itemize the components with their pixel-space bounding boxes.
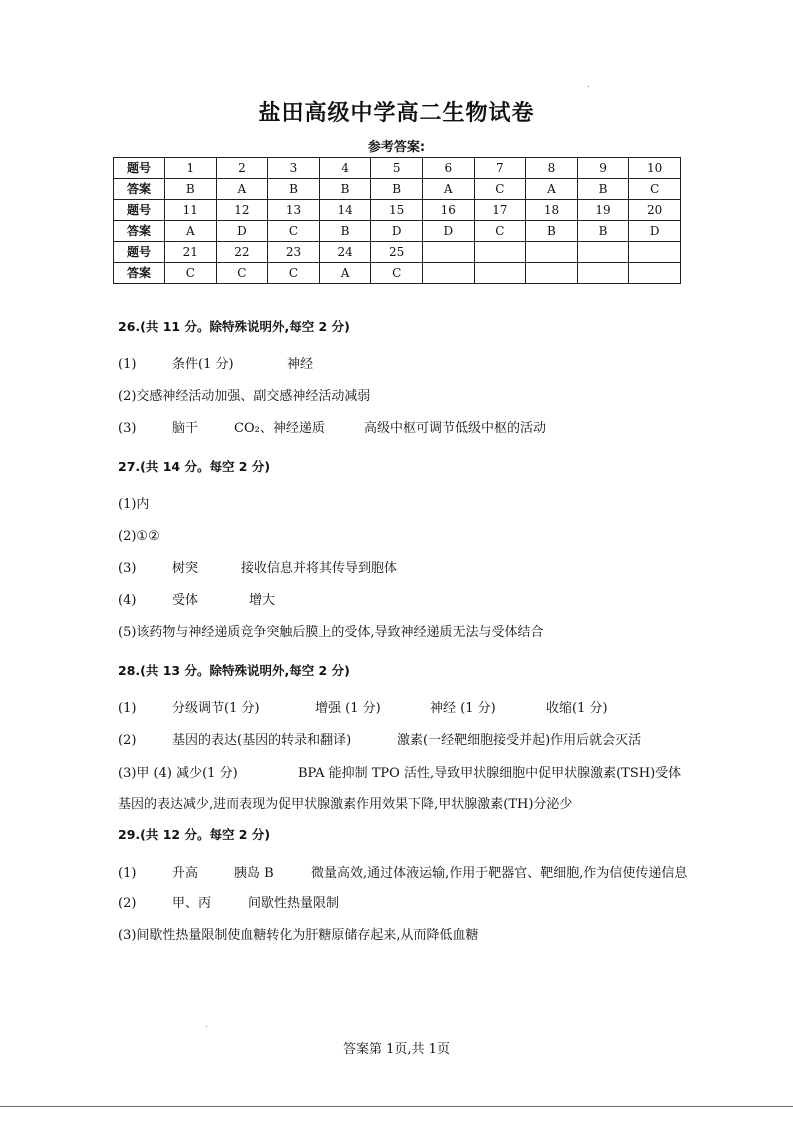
table-cell: 25	[371, 242, 423, 263]
table-cell: D	[422, 221, 474, 242]
q26-line-2: (2)交感神经活动加强、副交感神经活动减弱	[118, 389, 371, 404]
table-cell: 5	[371, 158, 423, 179]
q29-line-1: (1) 升高 胰岛 B 微量高效,通过体液运输,作用于靶器官、靶细胞,作为信使传递信息	[118, 866, 688, 881]
table-cell: 9	[577, 158, 629, 179]
table-cell: 4	[319, 158, 371, 179]
row-label-cell: 答案	[114, 221, 165, 242]
table-cell: 10	[629, 158, 681, 179]
table-cell	[422, 242, 474, 263]
scan-speck	[206, 1026, 207, 1027]
table-cell: A	[216, 179, 268, 200]
q29-line-2: (2) 甲、丙 间歇性热量限制	[118, 896, 340, 911]
table-cell: A	[422, 179, 474, 200]
q27-line-4: (4) 受体 增大	[118, 593, 276, 608]
q27-line-2: (2)①②	[118, 529, 160, 544]
table-cell: 17	[474, 200, 526, 221]
row-label-cell: 题号	[114, 158, 165, 179]
table-cell: B	[577, 179, 629, 200]
page-bottom-border	[0, 1106, 793, 1107]
answer-key-heading: 参考答案:	[367, 140, 426, 155]
table-cell: 22	[216, 242, 268, 263]
table-cell: 6	[422, 158, 474, 179]
q28-line-2: (2) 基因的表达(基因的转录和翻译) 激素(一经靶细胞接受并起)作用后就会灭活	[118, 733, 642, 748]
table-cell: D	[216, 221, 268, 242]
table-cell	[629, 263, 681, 284]
q29-line-3: (3)间歇性热量限制使血糖转化为肝糖原储存起来,从而降低血糖	[118, 928, 479, 943]
table-cell: C	[268, 263, 320, 284]
q28-line-1: (1) 分级调节(1 分) 增强 (1 分) 神经 (1 分) 收缩(1 分)	[118, 701, 608, 716]
table-cell: B	[577, 221, 629, 242]
table-cell	[474, 242, 526, 263]
table-row	[114, 200, 681, 221]
q26-header: 26.(共 11 分。除特殊说明外,每空 2 分)	[118, 319, 350, 334]
answer-content	[118, 316, 688, 957]
table-cell: D	[629, 221, 681, 242]
table-cell	[577, 242, 629, 263]
table-cell: B	[165, 179, 217, 200]
table-cell: A	[165, 221, 217, 242]
table-cell: C	[474, 221, 526, 242]
table-cell: B	[268, 179, 320, 200]
q28-line-3: (3)甲 (4) 减少(1 分) BPA 能抑制 TPO 活性,导致甲状腺细胞中促甲状腺激素(TSH)受体基因的表达减少,进而表现为促甲状腺激素作用效果下降,甲状腺激素(TH)分泌少	[118, 766, 682, 812]
table-cell: 21	[165, 242, 217, 263]
table-cell: 14	[319, 200, 371, 221]
table-cell: C	[216, 263, 268, 284]
table-cell	[526, 263, 578, 284]
table-row	[114, 158, 681, 179]
table-cell: B	[371, 179, 423, 200]
row-label-cell: 答案	[114, 263, 165, 284]
q28-header: 28.(共 13 分。除特殊说明外,每空 2 分)	[118, 663, 350, 678]
table-cell: C	[165, 263, 217, 284]
answer-table	[113, 157, 681, 284]
table-row	[114, 242, 681, 263]
scan-speck	[588, 86, 589, 87]
table-cell: 8	[526, 158, 578, 179]
table-cell: 15	[371, 200, 423, 221]
table-cell: 12	[216, 200, 268, 221]
table-cell: 19	[577, 200, 629, 221]
q29-header: 29.(共 12 分。每空 2 分)	[118, 827, 271, 842]
row-label-cell: 题号	[114, 242, 165, 263]
table-cell: A	[319, 263, 371, 284]
q26-line-3: (3) 脑干 CO₂、神经递质 高级中枢可调节低级中枢的活动	[118, 421, 547, 436]
q26-line-1: (1) 条件(1 分) 神经	[118, 357, 314, 372]
table-cell: A	[526, 179, 578, 200]
page-footer: 答案第 1页,共 1页	[343, 1042, 450, 1057]
table-cell	[629, 242, 681, 263]
table-cell: B	[319, 221, 371, 242]
table-cell: 20	[629, 200, 681, 221]
table-cell: 1	[165, 158, 217, 179]
table-cell	[474, 263, 526, 284]
q27-line-1: (1)内	[118, 497, 150, 512]
table-cell: 23	[268, 242, 320, 263]
table-cell: C	[371, 263, 423, 284]
table-cell: C	[474, 179, 526, 200]
table-cell: 18	[526, 200, 578, 221]
q27-line-3: (3) 树突 接收信息并将其传导到胞体	[118, 561, 398, 576]
table-cell: 16	[422, 200, 474, 221]
table-cell: C	[629, 179, 681, 200]
q27-header: 27.(共 14 分。每空 2 分)	[118, 459, 271, 474]
row-label-cell: 题号	[114, 200, 165, 221]
table-row	[114, 221, 681, 242]
table-cell: 13	[268, 200, 320, 221]
row-label-cell: 答案	[114, 179, 165, 200]
table-row	[114, 179, 681, 200]
page-title: 盐田高级中学高二生物试卷	[258, 101, 535, 126]
table-cell	[577, 263, 629, 284]
table-cell: 2	[216, 158, 268, 179]
table-cell: 11	[165, 200, 217, 221]
table-cell: 7	[474, 158, 526, 179]
table-row	[114, 263, 681, 284]
table-cell	[526, 242, 578, 263]
table-cell: 24	[319, 242, 371, 263]
table-cell: 3	[268, 158, 320, 179]
table-cell: D	[371, 221, 423, 242]
table-cell: B	[319, 179, 371, 200]
table-cell: C	[268, 221, 320, 242]
table-cell: B	[526, 221, 578, 242]
q27-line-5: (5)该药物与神经递质竞争突触后膜上的受体,导致神经递质无法与受体结合	[118, 625, 544, 640]
table-cell	[422, 263, 474, 284]
